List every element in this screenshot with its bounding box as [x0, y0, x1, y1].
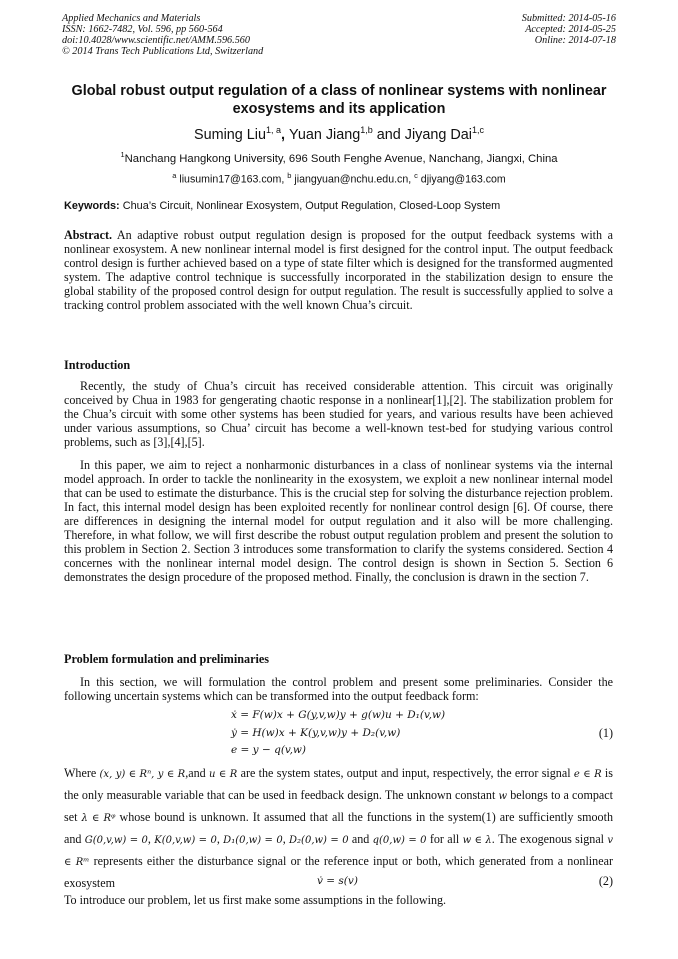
math-inline: u ∈ R	[209, 769, 238, 780]
math-inline: (x, y) ∈ Rⁿ, y ∈ R	[99, 769, 186, 780]
problem-closing: To introduce our problem, let us first make some assumptions in the following.	[64, 893, 447, 907]
abstract	[64, 228, 613, 312]
math-inline: G(0,v,w) = 0	[84, 835, 148, 846]
email-address: jiangyuan@nchu.edu.cn,	[291, 173, 415, 186]
equation-number: (2)	[598, 874, 613, 888]
affiliation	[0, 150, 678, 165]
math-inline: D₁(0,w) = 0	[223, 835, 283, 846]
email-address: liusumin17@163.com,	[176, 173, 288, 186]
intro-paragraph-1: Recently, the study of Chua’s circuit has received considerable attention. This circuit was originally conceived by Chua in 1983 for gengerating chaotic response in a nonlinear[1],[2]. The stabilization problem for the Chua’s circuit with some other systems has been studied for years, and various results have been achieved under various assumptions, so Chua’ circuit has become a well-known test-bed for studying various control problems, such as [3],[4],[5].	[64, 379, 613, 450]
equation-number: (1)	[598, 726, 613, 740]
email-mark: a	[172, 171, 177, 180]
text-fragment: ,and	[185, 766, 206, 780]
text-fragment: is the only measurable variable that can be used in feedback design. The unknown	[64, 766, 613, 802]
section-heading-introduction: Introduction	[64, 358, 131, 372]
author-affiliation-mark: 1,b	[360, 125, 373, 135]
abstract-text: An adaptive robust output regulation design is proposed for the output feedback systems with a nonlinear exosystem. A new nonlinear internal model is first designed for the control input. The output feedback control design is further achieved based on a type of state filter which is designed for the transformed augmented system. The adaptive control technique is successfully incorporated in the stabilization design to ensure the global stability of the proposed control design for output regulation. The result is successfully applied to solve a tracking control problem associated with the well known Chua’s circuit.	[64, 228, 613, 313]
text-fragment: are the system states, output and input, respectively, the error	[240, 766, 539, 780]
journal-info	[62, 14, 263, 58]
section-heading-problem: Problem formulation and preliminaries	[64, 652, 270, 666]
math-inline: q(0,w) = 0	[372, 835, 427, 846]
problem-paragraph-2: Where (x, y) ∈ Rⁿ, y ∈ R,and u ∈ R are the system states, output and input, respectively, the error signal e ∈ R is the only measurable variable that can be used in feedback design. The unknown constant w belongs to a compact set λ ∈ Rᵠ whose bound is unknown. It assumed that all the functions in the system(1) are sufficiently smooth and G(0,v,w) = 0, K(0,v,w) = 0, D₁(0,w) = 0, D₂(0,w) = 0 and q(0,w) = 0 for all w ∈ λ. The exogenous signal v ∈ Rᵐ represents either the disturbance signal or the reference input or both, which generated from a nonlinear exosystem	[64, 766, 614, 890]
email-mark: b	[287, 171, 292, 180]
text-fragment: belongs to a compact set	[64, 788, 613, 824]
journal-issn: ISSN: 1662-7482, Vol. 596, pp 560-564	[62, 23, 223, 35]
math-inline: K(0,v,w) = 0	[154, 835, 217, 846]
email-mark: c	[414, 171, 418, 180]
text-fragment: functions in the system(1) are sufficiently smooth and	[64, 810, 614, 846]
text-fragment: and	[351, 832, 370, 846]
text-fragment: . The exogenous signal	[491, 832, 605, 846]
math-inline: v ∈ Rᵐ	[64, 835, 613, 868]
affiliation-text: Nanchang Hangkong University, 696 South Fenghe Avenue, Nanchang, Jiangxi, China	[124, 152, 558, 165]
date-submitted: Submitted: 2014-05-16	[521, 13, 616, 24]
publication-dates	[522, 14, 616, 47]
equation-1-line-3: e = y − q(v,w)	[231, 744, 307, 756]
text-fragment: disturbance signal or the reference input or both, which generated from a nonlinear exosystem	[64, 854, 613, 890]
author-list	[0, 125, 678, 143]
keywords-label: Keywords:	[64, 200, 120, 212]
keywords-text: Chua’s Circuit, Nonlinear Exosystem, Output Regulation, Closed-Loop System	[119, 200, 501, 212]
author-affiliation-mark: 1,c	[471, 125, 484, 135]
affiliation-mark: 1	[120, 150, 125, 159]
text-fragment: represents either the	[93, 854, 194, 868]
journal-doi: doi:10.4028/www.scientific.net/AMM.596.560	[62, 34, 250, 46]
author-emails	[0, 171, 678, 186]
math-inline: w	[498, 791, 508, 802]
text-fragment: constant	[455, 788, 496, 802]
text-fragment: whose bound is unknown. It assumed that all the	[119, 810, 363, 824]
equation-1-line-2: ẏ = H(w)x + K(y,v,w)y + D₂(v,w)	[231, 727, 401, 739]
math-inline: e ∈ R	[573, 769, 602, 780]
keywords	[64, 200, 624, 212]
date-accepted: Accepted: 2014-05-25	[525, 23, 616, 35]
equation-1-line-1: ẋ = F(w)x + G(y,v,w)y + g(w)u + D₁(v,w)	[231, 709, 446, 721]
text-fragment: Where	[64, 766, 97, 780]
author-name: Suming Liu	[194, 126, 266, 143]
author-separator: ,	[281, 126, 290, 143]
intro-paragraph-2: In this paper, we aim to reject a nonharmonic disturbances in a class of nonlinear systems via the internal model approach. In order to tackle the nonlinearity in the exosystem, we exploit a new nonlinear internal model that can be used to estimate the disturbance. This is the crucial step for solving the disturbance rejection problem. In fact, this internal model design has been exploited recently for nonlinear control design [6]. Of course, there are differences in designing the internal model for output regulation and it also will be more challenging. Therefore, in what follow, we will first describe the robust output regulation problem and present the solution to this problem in Section 2. Section 3 introduces some transformation to clarify the systems considered. Section 4 concernes with the nonlinear internal model design. The control design is shown in Section 5. Section 6 demonstrates the design procedure of the proposed method. Finally, the conclusion is drawn in the section 7.	[64, 458, 613, 585]
author-separator: and	[372, 126, 405, 143]
date-online: Online: 2014-07-18	[534, 34, 616, 46]
text-fragment: for all	[429, 832, 460, 846]
abstract-label: Abstract.	[64, 228, 113, 242]
journal-name: Applied Mechanics and Materials	[62, 13, 201, 24]
author-name: Yuan Jiang	[289, 126, 361, 143]
math-inline: D₂(0,w) = 0	[289, 835, 349, 846]
paper-title: Global robust output regulation of a class of nonlinear systems with nonlinear exosystems and its application	[71, 83, 607, 117]
author-affiliation-mark: 1, a	[266, 125, 282, 135]
math-inline: w ∈ λ	[462, 835, 492, 846]
journal-copyright: © 2014 Trans Tech Publications Ltd, Switzerland	[62, 45, 264, 57]
email-address: djiyang@163.com	[417, 173, 506, 186]
author-name: Jiyang Dai	[404, 126, 472, 143]
problem-paragraph-1: In this section, we will formulation the control problem and present some preliminaries. Consider the following uncertain systems which can be transformed into the output feedback form:	[64, 675, 613, 704]
text-fragment: signal	[541, 766, 571, 780]
math-inline: λ ∈ Rᵠ	[81, 813, 116, 824]
equation-2: v̇ = s(v)	[317, 875, 358, 887]
